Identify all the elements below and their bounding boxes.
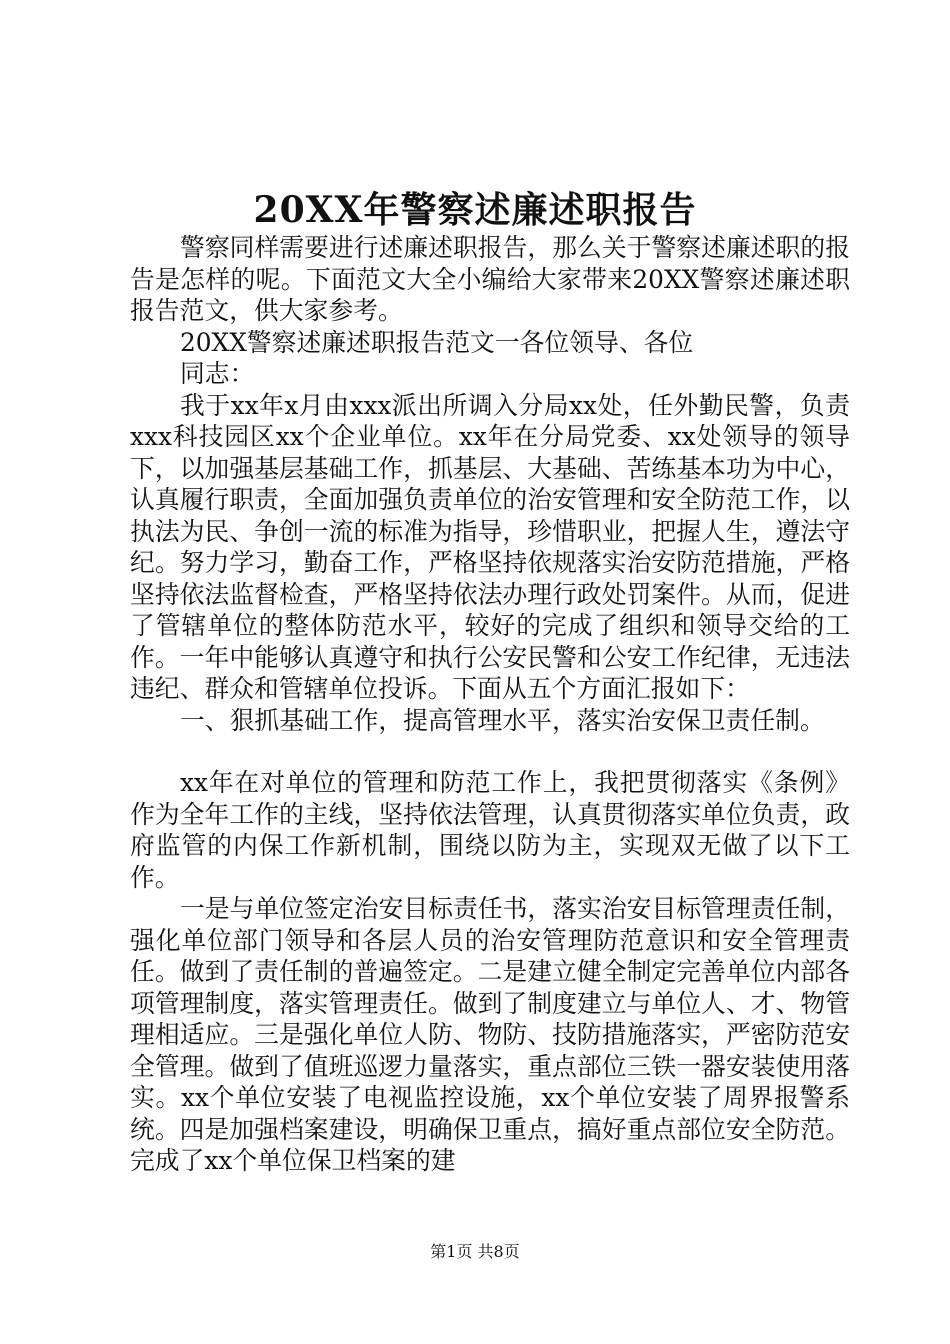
page-footer: 第1页 共8页	[430, 1242, 520, 1261]
document-title: 20XX年警察述廉述职报告	[253, 189, 697, 231]
paragraph-intro: 警察同样需要进行述廉述职报告，那么关于警察述廉述职的报告是怎样的呢。下面范文大全小编给大家带来20XX警察述廉述职报告范文，供大家参考。	[130, 233, 850, 325]
paragraph-comrades: 同志：	[180, 359, 255, 388]
section-heading-one: 一、狠抓基础工作，提高管理水平，落实治安保卫责任制。	[180, 705, 825, 735]
paragraph-work-summary: xx年在对单位的管理和防范工作上，我把贯彻落实《条例》作为全年工作的主线，坚持依法管理，认真贯彻落实单位负责，政府监管的内保工作新机制，围绕以防为主，实现双无做了以下工作。	[130, 768, 850, 892]
paragraph-overview: 我于xx年x月由xxx派出所调入分局xx处，任外勤民警，负责xxx科技园区xx个企业单位。xx年在分局党委、xx处领导的领导下，以加强基层基础工作，抓基层、大基础、苦练基本功为中心，认真履行职责，全面加强负责单位的治安管理和安全防范工作，以执法为民、争创一流的标准为指导，珍惜职业，把握人生，遵法守纪。努力学习，勤奋工作，严格坚持依规落实治安防范措施，严格坚持依法监督检查，严格坚持依法办理行政处罚案件。从而，促进了管辖单位的整体防范水平，较好的完成了组织和领导交给的工作。一年中能够认真遵守和执行公安民警和公安工作纪律，无违法违纪、群众和管辖单位投诉。下面从五个方面汇报如下：	[130, 390, 850, 703]
document-body	[130, 232, 850, 1177]
paragraph-measures: 一是与单位签定治安目标责任书，落实治安目标管理责任制，强化单位部门领导和各层人员的治安管理防范意识和安全管理责任。做到了责任制的普遍签定。二是建立健全制定完善单位内部各项管理制度，落实管理责任。做到了制度建立与单位人、才、物管理相适应。三是强化单位人防、物防、技防措施落实，严密防范安全管理。做到了值班巡逻力量落实，重点部位三铁一器安装使用落实。xx个单位安装了电视监控设施，xx个单位安装了周界报警系统。四是加强档案建设，明确保卫重点，搞好重点部位安全防范。完成了xx个单位保卫档案的建	[130, 894, 850, 1175]
blank-line	[130, 736, 850, 767]
paragraph-salutation: 20XX警察述廉述职报告范文一各位领导、各位	[180, 327, 694, 357]
